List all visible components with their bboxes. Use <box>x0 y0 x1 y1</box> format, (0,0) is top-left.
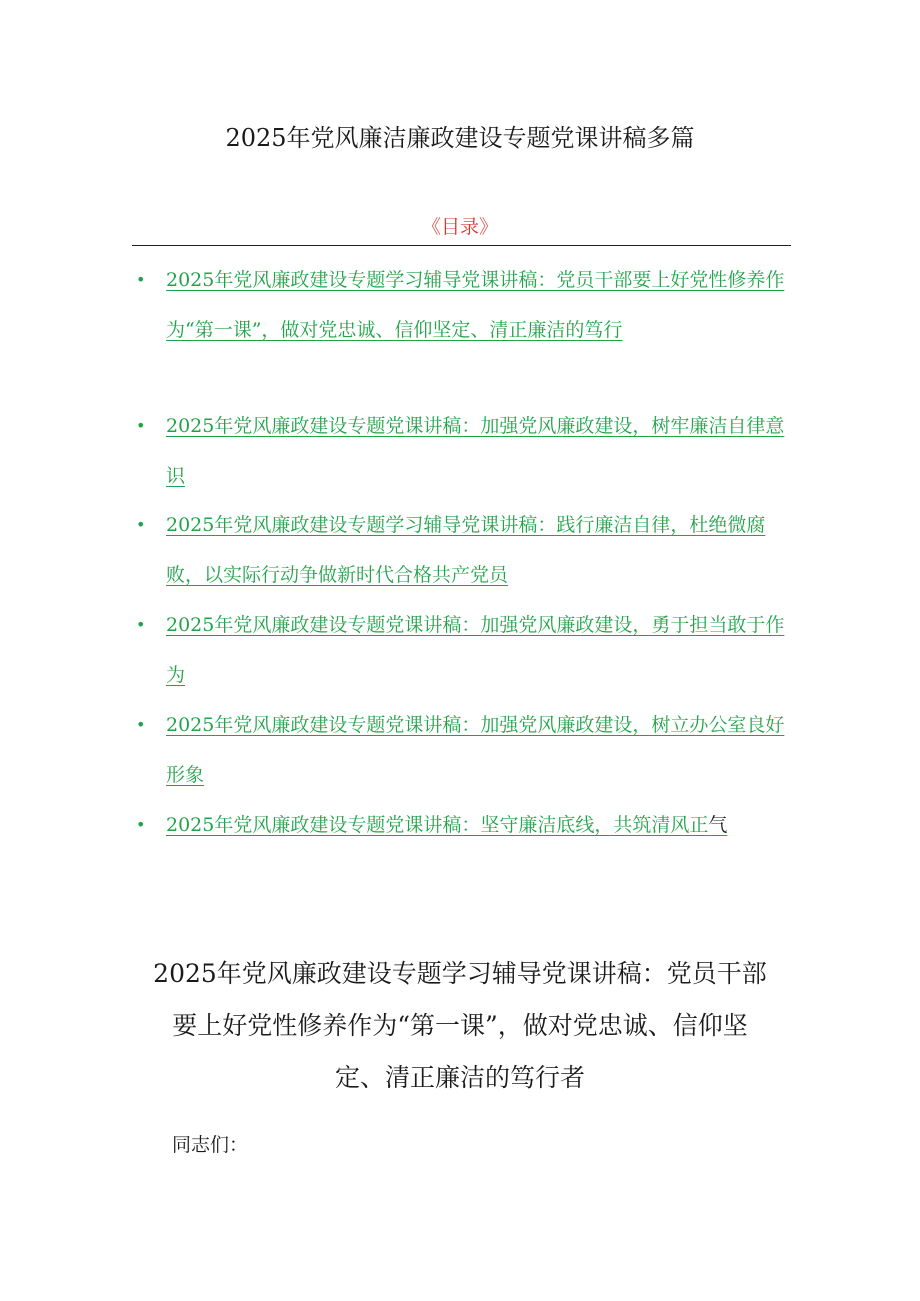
bullet-icon: • <box>136 270 146 289</box>
bullet-icon: • <box>136 615 146 634</box>
toc-link-text: 2025年党风廉政建设专题学习辅导党课讲稿：党员干部要上好党性修养作为“第一课”，做对党忠诚、信仰坚定、清正廉洁的笃行 <box>166 269 785 341</box>
toc-link-tail: 气 <box>708 814 728 836</box>
toc-link-text: 2025年党风廉政建设专题党课讲稿：坚守廉洁底线，共筑清风正 <box>166 814 709 836</box>
bullet-icon: • <box>136 515 146 534</box>
toc-link-text: 2025年党风廉政建设专题学习辅导党课讲稿：践行廉洁自律，杜绝微腐败，以实际行动争做新时代合格共产党员 <box>166 514 766 586</box>
toc-link[interactable] <box>166 255 797 355</box>
toc-link[interactable] <box>166 500 797 600</box>
bullet-icon: • <box>136 715 146 734</box>
toc-link[interactable] <box>166 800 797 850</box>
bullet-icon: • <box>136 416 146 435</box>
toc-item <box>132 800 797 850</box>
toc-label: 《目录》 <box>421 216 498 238</box>
document-title: 2025年党风廉洁廉政建设专题党课讲稿多篇 <box>225 124 695 152</box>
salutation: 同志们： <box>172 1134 249 1156</box>
section-heading: 2025年党风廉政建设专题学习辅导党课讲稿：党员干部要上好党性修养作为“第一课”，做对党忠诚、信仰坚定、清正廉洁的笃行者 <box>153 959 767 1092</box>
toc-link[interactable] <box>166 401 797 501</box>
toc-item <box>132 500 797 600</box>
toc-item <box>132 600 797 700</box>
bullet-icon: • <box>136 815 146 834</box>
toc-link-text: 2025年党风廉政建设专题党课讲稿：加强党风廉政建设，树牢廉洁自律意识 <box>166 415 785 487</box>
toc-item <box>132 401 797 501</box>
toc-link-text: 2025年党风廉政建设专题党课讲稿：加强党风廉政建设，树立办公室良好形象 <box>166 714 785 786</box>
toc-link-text: 2025年党风廉政建设专题党课讲稿：加强党风廉政建设，勇于担当敢于作为 <box>166 614 785 686</box>
toc-link[interactable] <box>166 600 797 700</box>
toc-item <box>132 255 797 355</box>
toc-divider <box>132 245 791 246</box>
toc-link[interactable] <box>166 700 797 800</box>
toc-item <box>132 700 797 800</box>
